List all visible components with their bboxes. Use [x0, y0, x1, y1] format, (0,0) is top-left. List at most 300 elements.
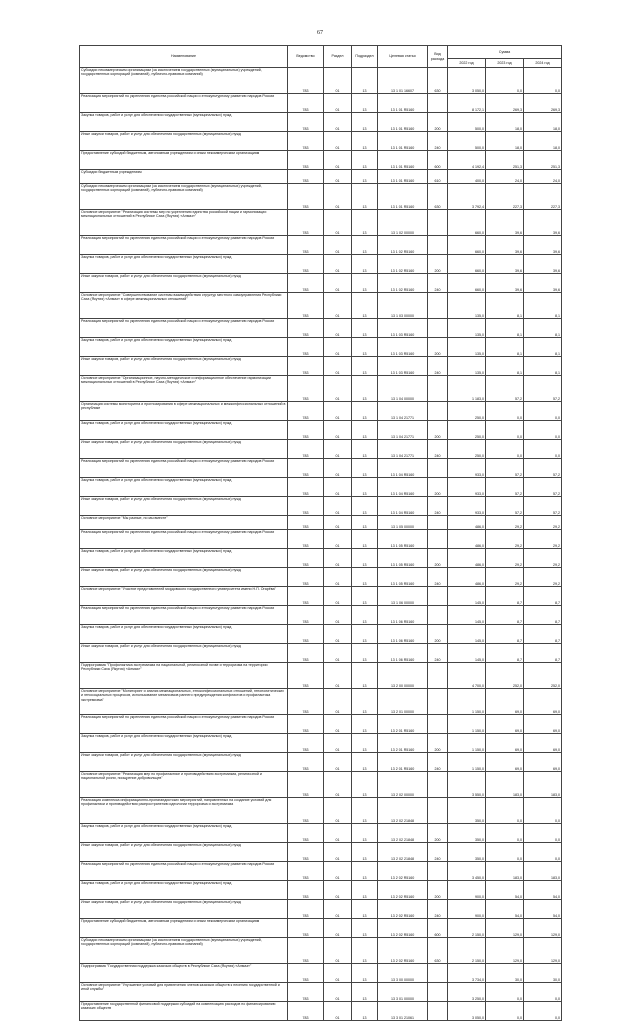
- table-row: [80, 587, 562, 606]
- header-expense-type: Вид расхода: [428, 46, 448, 68]
- cell-razdel: 01: [324, 113, 352, 132]
- budget-table-container: [79, 45, 561, 1021]
- cell-expense-type: 240: [428, 843, 448, 862]
- table-row: [80, 625, 562, 644]
- cell-target-article: 13 2 01 R5160: [378, 753, 428, 772]
- cell-year-2: 0,0: [486, 402, 524, 421]
- cell-year-2: 57,2: [486, 497, 524, 516]
- cell-year-3: 18,0: [524, 132, 562, 151]
- cell-year-1: 145,0: [448, 625, 486, 644]
- cell-target-article: 13 2 01 00000: [378, 689, 428, 715]
- cell-year-1: 4 192,4: [448, 151, 486, 170]
- cell-expense-type: [428, 210, 448, 236]
- cell-year-2: 39,6: [486, 274, 524, 293]
- cell-expense-type: [428, 798, 448, 824]
- cell-ved: 783: [288, 184, 324, 210]
- cell-ved: 783: [288, 983, 324, 1002]
- cell-razdel: 01: [324, 255, 352, 274]
- table-row: [80, 862, 562, 881]
- cell-razdel: 01: [324, 274, 352, 293]
- cell-name: Иные закупки товаров, работ и услуг для обеспечения государственных (муниципальных) нужд: [80, 843, 288, 862]
- cell-year-2: 39,6: [486, 236, 524, 255]
- cell-podrazdel: 13: [352, 900, 378, 919]
- cell-ved: 783: [288, 964, 324, 983]
- table-row: [80, 644, 562, 663]
- cell-name: Субсидии некоммерческим организациям (за исключением государственных (муниципальных) учреждений, государственных корпораций (компаний), публично-правовых компаний): [80, 68, 288, 94]
- cell-year-3: 29,2: [524, 516, 562, 530]
- cell-target-article: 13 1 04 R5160: [378, 478, 428, 497]
- cell-target-article: 13 1 02 00000: [378, 210, 428, 236]
- table-row: [80, 113, 562, 132]
- cell-year-2: 183,0: [486, 772, 524, 798]
- cell-expense-type: 600: [428, 151, 448, 170]
- cell-name: Подпрограмма "Государственная поддержка казачьих обществ в Республике Саха (Якутия) «Алмаз»": [80, 964, 288, 983]
- table-row: [80, 772, 562, 798]
- cell-target-article: 13 1 04 21771: [378, 402, 428, 421]
- cell-expense-type: [428, 772, 448, 798]
- cell-year-1: 250,0: [448, 440, 486, 459]
- cell-year-2: 8,7: [486, 587, 524, 606]
- cell-expense-type: 200: [428, 113, 448, 132]
- cell-year-3: 0,0: [524, 983, 562, 1002]
- cell-podrazdel: 13: [352, 587, 378, 606]
- cell-ved: 783: [288, 568, 324, 587]
- table-row: [80, 798, 562, 824]
- cell-razdel: 01: [324, 549, 352, 568]
- cell-year-1: 660,0: [448, 274, 486, 293]
- cell-ved: 783: [288, 919, 324, 938]
- cell-year-3: 39,6: [524, 236, 562, 255]
- cell-podrazdel: 13: [352, 625, 378, 644]
- cell-name: Закупка товаров, работ и услуг для обеспечения государственных (муниципальных) нужд: [80, 113, 288, 132]
- table-row: [80, 184, 562, 210]
- cell-expense-type: 630: [428, 68, 448, 94]
- cell-year-2: 54,0: [486, 881, 524, 900]
- cell-podrazdel: 13: [352, 459, 378, 478]
- table-row: [80, 734, 562, 753]
- cell-podrazdel: 13: [352, 516, 378, 530]
- cell-podrazdel: 13: [352, 715, 378, 734]
- header-sum: Сумма: [448, 46, 562, 59]
- cell-year-3: 8,7: [524, 606, 562, 625]
- cell-target-article: 13 2 01 R5160: [378, 734, 428, 753]
- cell-year-1: 250,0: [448, 402, 486, 421]
- cell-target-article: 13 1 05 R5160: [378, 530, 428, 549]
- cell-ved: 783: [288, 587, 324, 606]
- budget-table: [79, 45, 562, 1021]
- header-year-3: 2024 год: [524, 59, 562, 68]
- cell-year-2: 18,0: [486, 132, 524, 151]
- cell-year-1: 3 050,0: [448, 1002, 486, 1021]
- cell-podrazdel: 13: [352, 919, 378, 938]
- cell-target-article: 13 1 04 R5160: [378, 497, 428, 516]
- table-row: [80, 170, 562, 184]
- cell-podrazdel: 13: [352, 862, 378, 881]
- cell-name: Организация системы мониторинга и прогнозирования в сфере межнациональных и межконфессиональных отношений в республике: [80, 402, 288, 421]
- cell-ved: 783: [288, 151, 324, 170]
- table-row: [80, 516, 562, 530]
- cell-podrazdel: 13: [352, 798, 378, 824]
- cell-year-2: 0,0: [486, 798, 524, 824]
- cell-razdel: 01: [324, 734, 352, 753]
- cell-ved: 783: [288, 734, 324, 753]
- cell-expense-type: 240: [428, 357, 448, 376]
- table-row: [80, 497, 562, 516]
- cell-year-3: 0,0: [524, 798, 562, 824]
- cell-target-article: 13 1 04 R5160: [378, 459, 428, 478]
- cell-name: Основное мероприятие "Реализация системы мер по укреплению единства российской нации и гармонизации межнациональных отношений в Республике Саха (Якутия) «Алмаз»": [80, 210, 288, 236]
- cell-name: Иные закупки товаров, работ и услуг для обеспечения государственных (муниципальных) нужд: [80, 274, 288, 293]
- cell-year-1: 3 734,0: [448, 964, 486, 983]
- cell-ved: 783: [288, 549, 324, 568]
- cell-year-3: 8,7: [524, 625, 562, 644]
- cell-year-2: 69,0: [486, 715, 524, 734]
- cell-year-3: 129,0: [524, 919, 562, 938]
- cell-podrazdel: 13: [352, 293, 378, 319]
- cell-podrazdel: 13: [352, 68, 378, 94]
- cell-year-3: 39,6: [524, 255, 562, 274]
- cell-year-3: 69,0: [524, 734, 562, 753]
- cell-podrazdel: 13: [352, 274, 378, 293]
- cell-podrazdel: 13: [352, 319, 378, 338]
- cell-year-1: 250,0: [448, 421, 486, 440]
- cell-razdel: 01: [324, 881, 352, 900]
- cell-year-1: 660,0: [448, 236, 486, 255]
- cell-razdel: 01: [324, 587, 352, 606]
- cell-year-2: 29,2: [486, 516, 524, 530]
- cell-name: Основное мероприятие "Участие представителей мордовского государственного университета имени Н.П. Огарёва": [80, 587, 288, 606]
- cell-razdel: 01: [324, 236, 352, 255]
- cell-target-article: 13 2 02 21848: [378, 843, 428, 862]
- cell-year-1: 350,0: [448, 798, 486, 824]
- cell-year-2: 0,0: [486, 983, 524, 1002]
- cell-year-3: 0,0: [524, 440, 562, 459]
- cell-expense-type: [428, 293, 448, 319]
- cell-expense-type: 200: [428, 625, 448, 644]
- cell-year-1: 1 150,0: [448, 715, 486, 734]
- cell-name: Закупка товаров, работ и услуг для обеспечения государственных (муниципальных) нужд: [80, 255, 288, 274]
- cell-year-2: 57,2: [486, 376, 524, 402]
- cell-year-2: 8,1: [486, 293, 524, 319]
- cell-expense-type: 610: [428, 170, 448, 184]
- cell-expense-type: 630: [428, 938, 448, 964]
- cell-target-article: 13 1 03 R5160: [378, 357, 428, 376]
- cell-year-2: 39,6: [486, 255, 524, 274]
- cell-year-2: 30,0: [486, 964, 524, 983]
- cell-year-3: 69,0: [524, 715, 562, 734]
- cell-ved: 783: [288, 625, 324, 644]
- cell-year-3: 29,2: [524, 549, 562, 568]
- cell-razdel: 01: [324, 402, 352, 421]
- header-year-1: 2022 год: [448, 59, 486, 68]
- table-row: [80, 568, 562, 587]
- cell-podrazdel: 13: [352, 210, 378, 236]
- cell-expense-type: [428, 376, 448, 402]
- cell-year-2: 18,0: [486, 113, 524, 132]
- cell-ved: 783: [288, 421, 324, 440]
- cell-year-1: 350,0: [448, 843, 486, 862]
- cell-target-article: 13 1 05 R5160: [378, 549, 428, 568]
- cell-year-2: 227,3: [486, 184, 524, 210]
- cell-year-2: 57,2: [486, 459, 524, 478]
- table-row: [80, 210, 562, 236]
- cell-razdel: 01: [324, 772, 352, 798]
- cell-expense-type: 200: [428, 734, 448, 753]
- table-row: [80, 964, 562, 983]
- cell-podrazdel: 13: [352, 255, 378, 274]
- cell-target-article: 13 1 06 R5160: [378, 625, 428, 644]
- cell-name: Подпрограмма "Профилактика экстремизма на национальной, религиозной почве и терроризма на территории Республики Саха (Якутия) «Алмаз»": [80, 663, 288, 689]
- table-row: [80, 338, 562, 357]
- cell-razdel: 01: [324, 132, 352, 151]
- cell-expense-type: 240: [428, 568, 448, 587]
- cell-razdel: 01: [324, 938, 352, 964]
- cell-expense-type: 200: [428, 478, 448, 497]
- cell-podrazdel: 13: [352, 530, 378, 549]
- header-target-article: Целевая статья: [378, 46, 428, 68]
- cell-ved: 783: [288, 938, 324, 964]
- cell-target-article: 13 1 01 R5160: [378, 170, 428, 184]
- cell-razdel: 01: [324, 824, 352, 843]
- cell-year-2: 252,0: [486, 663, 524, 689]
- cell-ved: 783: [288, 293, 324, 319]
- cell-name: Закупка товаров, работ и услуг для обеспечения государственных (муниципальных) нужд: [80, 881, 288, 900]
- cell-expense-type: 630: [428, 184, 448, 210]
- table-row: [80, 402, 562, 421]
- cell-year-3: 57,2: [524, 376, 562, 402]
- cell-target-article: 13 1 05 R5160: [378, 568, 428, 587]
- cell-expense-type: [428, 983, 448, 1002]
- cell-name: Реализация мероприятий по укреплению единства российской нации и этнокультурному развитию народов России: [80, 459, 288, 478]
- table-row: [80, 1002, 562, 1021]
- cell-razdel: 01: [324, 919, 352, 938]
- cell-name: Иные закупки товаров, работ и услуг для обеспечения государственных (муниципальных) нужд: [80, 753, 288, 772]
- cell-podrazdel: 13: [352, 132, 378, 151]
- cell-name: Реализация мероприятий по укреплению единства российской нации и этнокультурному развитию народов России: [80, 236, 288, 255]
- cell-target-article: 13 1 01 R5160: [378, 151, 428, 170]
- cell-year-2: 0,0: [486, 68, 524, 94]
- cell-year-3: 8,1: [524, 293, 562, 319]
- cell-expense-type: [428, 459, 448, 478]
- cell-year-2: 251,3: [486, 151, 524, 170]
- cell-year-3: 29,2: [524, 568, 562, 587]
- cell-ved: 783: [288, 530, 324, 549]
- cell-name: Закупка товаров, работ и услуг для обеспечения государственных (муниципальных) нужд: [80, 421, 288, 440]
- cell-ved: 783: [288, 798, 324, 824]
- cell-ved: 783: [288, 1002, 324, 1021]
- table-row: [80, 606, 562, 625]
- cell-target-article: 13 3 00 00000: [378, 964, 428, 983]
- cell-expense-type: 200: [428, 824, 448, 843]
- cell-target-article: 13 2 02 R5160: [378, 900, 428, 919]
- cell-expense-type: 240: [428, 644, 448, 663]
- table-body: [80, 68, 562, 1021]
- cell-expense-type: 240: [428, 440, 448, 459]
- header-ved: Ведомство: [288, 46, 324, 68]
- cell-year-1: 1 150,0: [448, 689, 486, 715]
- cell-razdel: 01: [324, 421, 352, 440]
- cell-year-2: 0,0: [486, 843, 524, 862]
- table-row: [80, 824, 562, 843]
- cell-expense-type: [428, 587, 448, 606]
- table-row: [80, 530, 562, 549]
- header-name: Наименование: [80, 46, 288, 68]
- cell-year-3: 0,0: [524, 402, 562, 421]
- cell-ved: 783: [288, 516, 324, 530]
- cell-year-2: 39,6: [486, 210, 524, 236]
- cell-year-1: 350,0: [448, 824, 486, 843]
- cell-year-2: 0,0: [486, 421, 524, 440]
- table-row: [80, 94, 562, 113]
- cell-year-2: 183,0: [486, 862, 524, 881]
- cell-podrazdel: 13: [352, 170, 378, 184]
- page-number: 67: [317, 30, 323, 36]
- cell-name: Основное мероприятие "Реализация мер по профилактике и противодействию экстремизма, религиозной и национальной розни, поощрение добровольцев": [80, 772, 288, 798]
- cell-razdel: 01: [324, 644, 352, 663]
- cell-year-2: 8,7: [486, 644, 524, 663]
- cell-ved: 783: [288, 497, 324, 516]
- cell-name: Основное мероприятие "Мониторинг и анализ межнациональных, этноконфессиональных отношений, этнополитических и этносоциальных процессов, использование механизмов раннего предупреждения конфликтов и профилактика экстремизма": [80, 689, 288, 715]
- cell-ved: 783: [288, 663, 324, 689]
- header-podrazdel: Подраздел: [352, 46, 378, 68]
- cell-podrazdel: 13: [352, 402, 378, 421]
- cell-podrazdel: 13: [352, 236, 378, 255]
- cell-razdel: 01: [324, 530, 352, 549]
- cell-name: Основное мероприятие "Мы разные, но мы вместе": [80, 516, 288, 530]
- cell-podrazdel: 13: [352, 478, 378, 497]
- cell-name: Предоставление субсидий бюджетным, автономным учреждениям и иным некоммерческим организациям: [80, 919, 288, 938]
- cell-expense-type: 200: [428, 881, 448, 900]
- cell-podrazdel: 13: [352, 824, 378, 843]
- cell-expense-type: [428, 715, 448, 734]
- cell-expense-type: [428, 862, 448, 881]
- cell-razdel: 01: [324, 568, 352, 587]
- cell-target-article: 13 2 02 R5160: [378, 862, 428, 881]
- cell-razdel: 01: [324, 338, 352, 357]
- cell-ved: 783: [288, 843, 324, 862]
- cell-expense-type: [428, 319, 448, 338]
- cell-name: Реализация мероприятий по укреплению единства российской нации и этнокультурному развитию народов России: [80, 715, 288, 734]
- cell-year-2: 8,1: [486, 338, 524, 357]
- cell-target-article: 13 2 02 00000: [378, 772, 428, 798]
- cell-year-3: 0,0: [524, 421, 562, 440]
- cell-year-1: 3 250,0: [448, 983, 486, 1002]
- table-row: [80, 236, 562, 255]
- cell-target-article: 13 1 01 R5160: [378, 94, 428, 113]
- cell-razdel: 01: [324, 151, 352, 170]
- table-row: [80, 319, 562, 338]
- cell-razdel: 01: [324, 94, 352, 113]
- cell-razdel: 01: [324, 210, 352, 236]
- cell-ved: 783: [288, 440, 324, 459]
- cell-year-1: 486,0: [448, 568, 486, 587]
- cell-razdel: 01: [324, 606, 352, 625]
- cell-ved: 783: [288, 255, 324, 274]
- cell-year-3: 0,0: [524, 1002, 562, 1021]
- cell-razdel: 01: [324, 357, 352, 376]
- cell-name: Реализация мероприятий по укреплению единства российской нации и этнокультурному развитию народов России: [80, 862, 288, 881]
- cell-year-1: 145,0: [448, 587, 486, 606]
- cell-podrazdel: 13: [352, 772, 378, 798]
- table-row: [80, 376, 562, 402]
- cell-expense-type: 240: [428, 900, 448, 919]
- cell-target-article: 13 2 02 21848: [378, 824, 428, 843]
- cell-razdel: 01: [324, 293, 352, 319]
- cell-year-2: 8,1: [486, 319, 524, 338]
- table-header: [80, 46, 562, 68]
- cell-expense-type: 200: [428, 421, 448, 440]
- cell-name: Иные закупки товаров, работ и услуг для обеспечения государственных (муниципальных) нужд: [80, 644, 288, 663]
- cell-razdel: 01: [324, 170, 352, 184]
- cell-razdel: 01: [324, 753, 352, 772]
- cell-razdel: 01: [324, 184, 352, 210]
- cell-expense-type: 600: [428, 919, 448, 938]
- cell-year-1: 486,0: [448, 516, 486, 530]
- cell-year-2: 54,0: [486, 900, 524, 919]
- cell-year-1: 933,0: [448, 497, 486, 516]
- cell-podrazdel: 13: [352, 94, 378, 113]
- cell-year-3: 183,0: [524, 772, 562, 798]
- cell-year-3: 183,0: [524, 862, 562, 881]
- table-row: [80, 938, 562, 964]
- cell-name: Основное мероприятие "Улучшение условий для привлечения членов казачьих обществ к несению государственной и иной службы": [80, 983, 288, 1002]
- cell-year-2: 24,0: [486, 170, 524, 184]
- cell-name: Субсидии некоммерческим организациям (за исключением государственных (муниципальных) учреждений, государственных корпораций (компаний), публично-правовых компаний): [80, 184, 288, 210]
- cell-razdel: 01: [324, 983, 352, 1002]
- cell-year-3: 69,0: [524, 689, 562, 715]
- cell-razdel: 01: [324, 376, 352, 402]
- cell-year-3: 30,0: [524, 964, 562, 983]
- cell-podrazdel: 13: [352, 1002, 378, 1021]
- cell-ved: 783: [288, 715, 324, 734]
- cell-name: Иные закупки товаров, работ и услуг для обеспечения государственных (муниципальных) нужд: [80, 132, 288, 151]
- cell-year-3: 29,2: [524, 530, 562, 549]
- cell-razdel: 01: [324, 843, 352, 862]
- table-row: [80, 478, 562, 497]
- cell-year-1: 500,0: [448, 132, 486, 151]
- cell-target-article: 13 2 02 R5160: [378, 938, 428, 964]
- cell-target-article: 13 1 04 21771: [378, 440, 428, 459]
- cell-target-article: 13 1 02 R5160: [378, 274, 428, 293]
- cell-target-article: 13 1 01 16607: [378, 68, 428, 94]
- table-row: [80, 255, 562, 274]
- cell-razdel: 01: [324, 516, 352, 530]
- cell-razdel: 01: [324, 689, 352, 715]
- cell-podrazdel: 13: [352, 549, 378, 568]
- cell-target-article: 13 1 04 00000: [378, 376, 428, 402]
- cell-year-1: 135,0: [448, 357, 486, 376]
- cell-ved: 783: [288, 824, 324, 843]
- cell-ved: 783: [288, 689, 324, 715]
- cell-year-3: 0,0: [524, 824, 562, 843]
- cell-ved: 783: [288, 862, 324, 881]
- cell-year-1: 3 050,0: [448, 68, 486, 94]
- cell-expense-type: [428, 663, 448, 689]
- table-row: [80, 293, 562, 319]
- cell-podrazdel: 13: [352, 376, 378, 402]
- cell-year-1: 486,0: [448, 549, 486, 568]
- cell-name: Иные закупки товаров, работ и услуг для обеспечения государственных (муниципальных) нужд: [80, 440, 288, 459]
- cell-ved: 783: [288, 113, 324, 132]
- cell-year-2: 29,2: [486, 530, 524, 549]
- table-row: [80, 715, 562, 734]
- table-row: [80, 274, 562, 293]
- cell-year-1: 660,0: [448, 255, 486, 274]
- cell-podrazdel: 13: [352, 644, 378, 663]
- table-row: [80, 132, 562, 151]
- cell-razdel: 01: [324, 625, 352, 644]
- cell-razdel: 01: [324, 964, 352, 983]
